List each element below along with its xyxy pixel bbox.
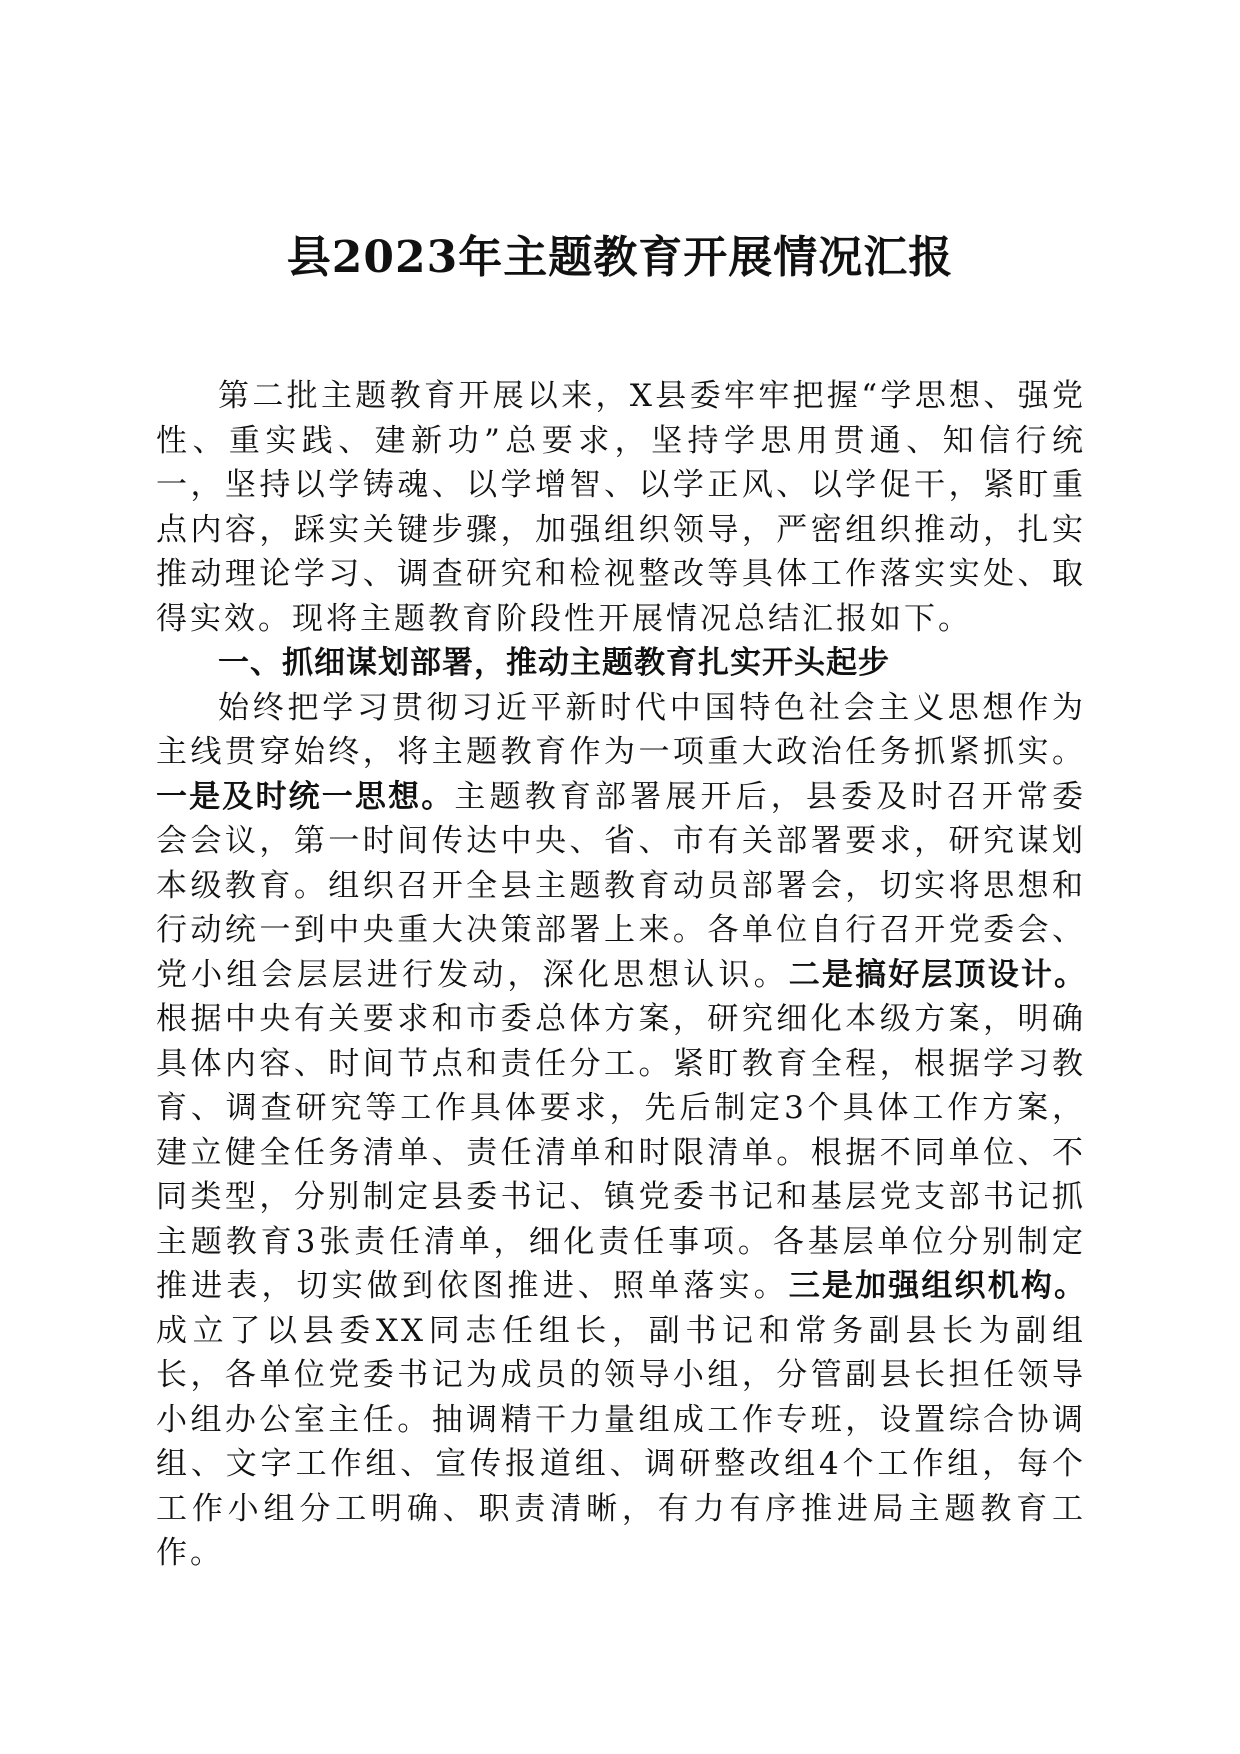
point-2-text: 根据中央有关要求和市委总体方案，研究细化本级方案，明确具体内容、时间节点和责任分工。紧盯教育全程，根据学习教育、调查研究等工作具体要求，先后制定3个具体工作方案，建立健全任务清单、责任清单和时限清单。根据不同单位、不同类型，分别制定县委书记、镇党委书记和基层党支部书记抓主题教育3张责任清单，细化责任事项。各基层单位分别制定推进表，切实做到依图推进、照单落实。	[156, 1001, 1086, 1304]
point-3-text: 成立了以县委XX同志任组长，副书记和常务副县长为副组长，各单位党委书记为成员的领导小组，分管副县长担任领导小组办公室主任。抽调精干力量组成工作专班，设置综合协调组、文字工作组、宣传报道组、调研整改组4个工作组，每个工作小组分工明确、职责清晰，有力有序推进局主题教育工作。	[156, 1312, 1086, 1571]
point-2-label: 二是搞好层顶设计。	[788, 956, 1087, 993]
point-1-text: 主题教育部署展开后，县委及时召开常委会会议，第一时间传达中央、省、市有关部署要求，研究谋划本级教育。组织召开全县主题教育动员部署会，切实将思想和行动统一到中央重大决策部署上来。各单位自行召开党委会、党小组会层层进行发动，深化思想认识。	[156, 778, 1087, 993]
section-1-heading: 一、抓细谋划部署，推动主题教育扎实开头起步	[218, 645, 890, 681]
point-3-label: 三是加强组织机构。	[788, 1268, 1087, 1304]
intro-paragraph: 第二批主题教育开展以来，X县委牢牢把握“学思想、强党性、重实践、建新功”总要求，坚持学思用贯通、知信行统一，坚持以学铸魂、以学增智、以学正风、以学促干，紧盯重点内容，踩实关键步骤，加强组织领导，严密组织推动，扎实推动理论学习、调查研究和检视整改等具体工作落实实处、取得实效。现将主题教育阶段性开展情况总结汇报如下。	[156, 378, 1086, 637]
document-body	[156, 374, 1086, 1576]
point-1-label: 一是及时统一思想。	[156, 778, 455, 815]
document-title: 县2023年主题教育开展情况汇报	[286, 232, 954, 283]
section-1-paragraph	[156, 686, 1086, 1576]
section-1-lead-text: 始终把学习贯彻习近平新时代中国特色社会主义思想作为主线贯穿始终，将主题教育作为一项重大政治任务抓紧抓实。	[156, 689, 1086, 770]
